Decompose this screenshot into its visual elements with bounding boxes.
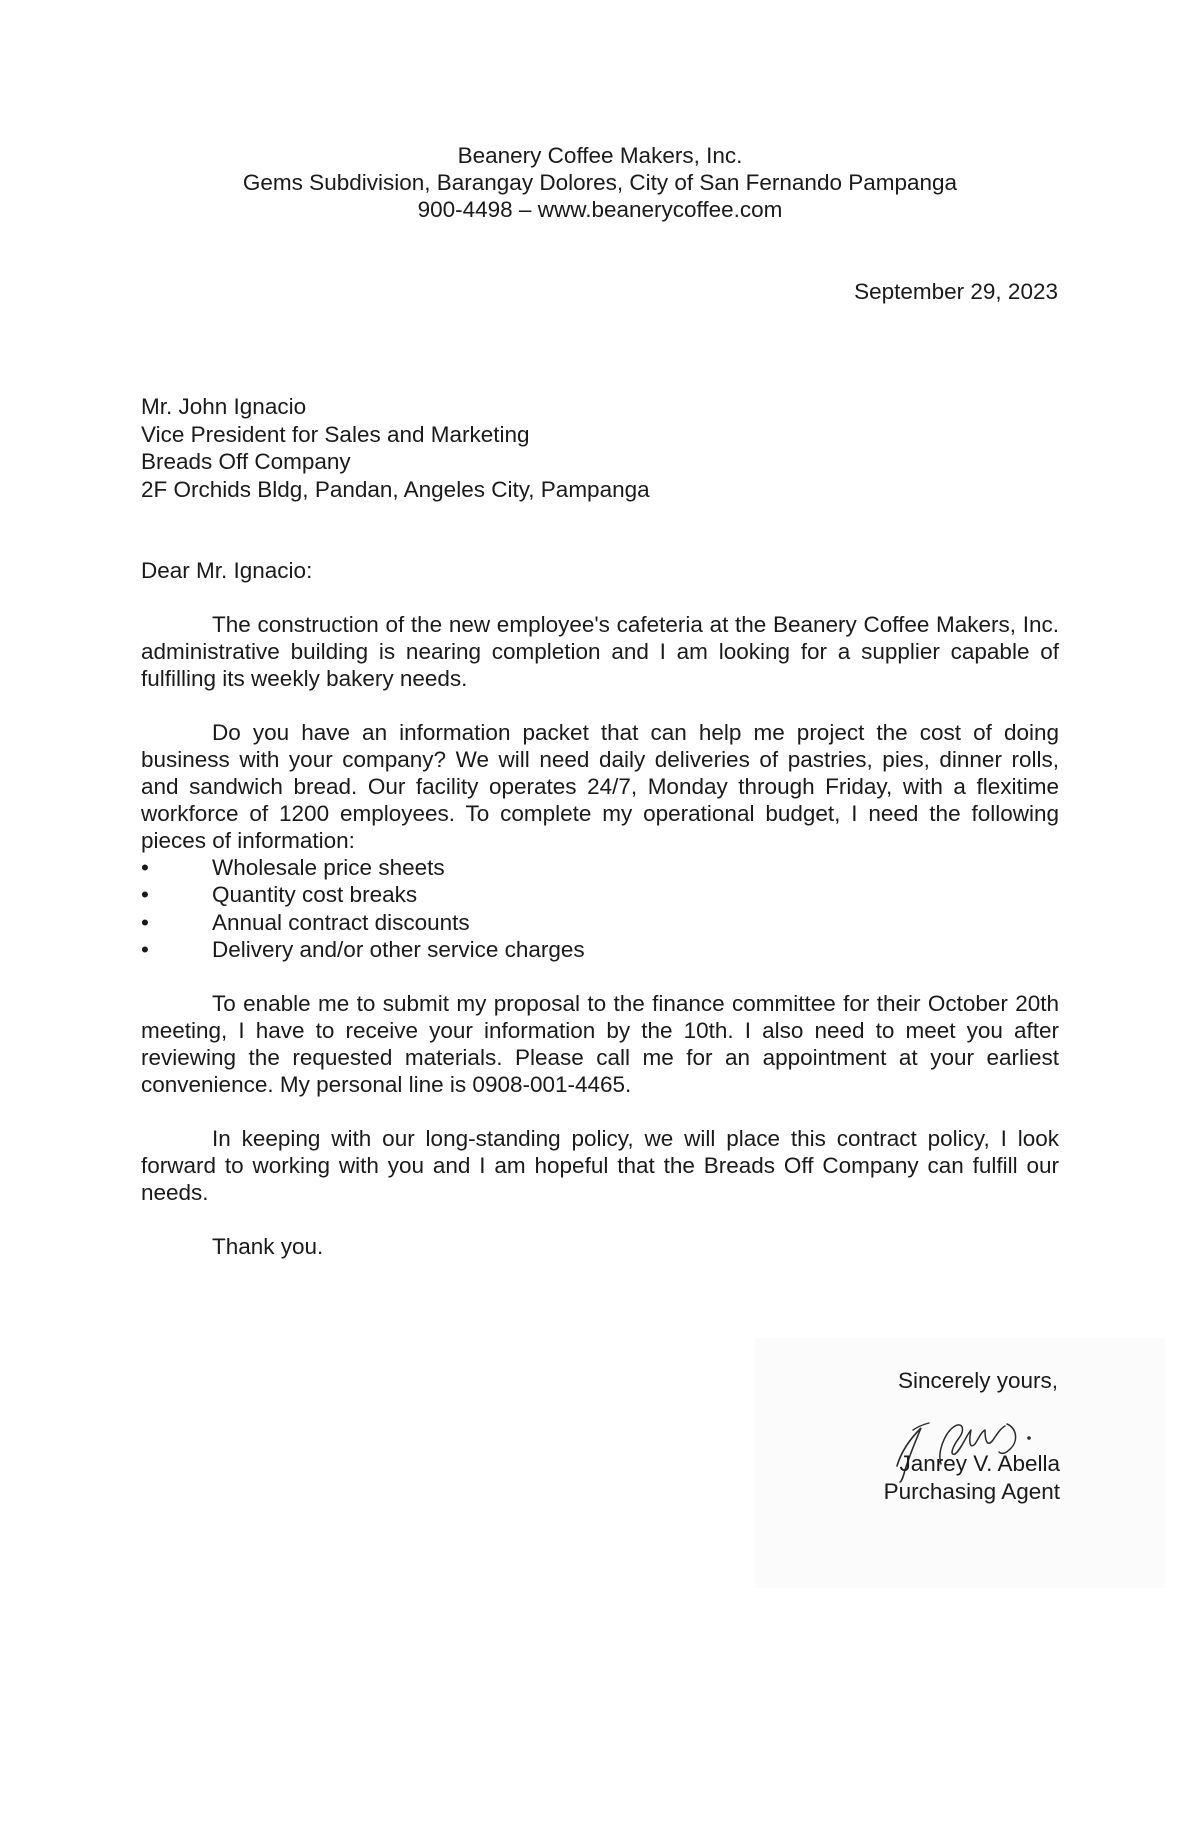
- paragraph-deadline: To enable me to submit my proposal to the finance committee for their October 20th meeting, I have to receive your information by the 10th. I also need to meet you after reviewing the requested materials. Please call me for an appointment at your earliest convenience. My personal line is 0908-001-4465.: [141, 991, 1059, 1098]
- list-item-label: Quantity cost breaks: [212, 882, 418, 908]
- signature-block: [884, 1450, 1060, 1505]
- complimentary-close: Sincerely yours,: [897, 1368, 1058, 1393]
- list-item-label: Wholesale price sheets: [212, 855, 445, 880]
- letter-body: [141, 557, 1059, 1260]
- list-item: [141, 854, 1059, 881]
- recipient-company: Breads Off Company: [141, 449, 351, 474]
- company-name: Beanery Coffee Makers, Inc.: [457, 143, 743, 168]
- salutation: Dear Mr. Ignacio:: [141, 558, 313, 583]
- letterhead: [0, 142, 1200, 223]
- paragraph-intro: The construction of the new employee's cafeteria at the Beanery Coffee Makers, Inc. administrative building is nearing completion and I am looking for a supplier capable of fulfilling its weekly bakery needs.: [141, 612, 1059, 691]
- recipient-title: Vice President for Sales and Marketing: [141, 421, 530, 447]
- company-contact: 900-4498 – www.beanerycoffee.com: [417, 197, 783, 222]
- inside-address: [141, 393, 650, 503]
- signer-position: Purchasing Agent: [883, 1478, 1060, 1504]
- thank-you-line: Thank you.: [212, 1234, 324, 1260]
- bullet-icon: •: [141, 855, 149, 880]
- paragraph-request: Do you have an information packet that can help me project the cost of doing business with your company? We will need daily deliveries of pastries, pies, dinner rolls, and sandwich bread. Our facility operates 24/7, Monday through Friday, with a flexitime workforce of 1200 employees. To complete my operational budget, I need the following pieces of information:: [141, 720, 1059, 853]
- list-item: [141, 936, 1059, 963]
- letter-date: September 29, 2023: [854, 279, 1058, 304]
- recipient-address: 2F Orchids Bldg, Pandan, Angeles City, Pampanga: [141, 476, 650, 502]
- bullet-icon: •: [141, 936, 149, 962]
- bullet-icon: •: [141, 882, 149, 908]
- recipient-name: Mr. John Ignacio: [141, 394, 307, 419]
- list-item: [141, 881, 1059, 908]
- information-list: [141, 854, 1059, 963]
- list-item: [141, 909, 1059, 936]
- signer-name: Janrey V. Abella: [899, 1451, 1060, 1476]
- list-item-label: Delivery and/or other service charges: [212, 936, 585, 962]
- company-address: Gems Subdivision, Barangay Dolores, City of San Fernando Pampanga: [242, 170, 958, 195]
- list-item-label: Annual contract discounts: [212, 909, 470, 935]
- bullet-icon: •: [141, 909, 149, 935]
- paragraph-closing: In keeping with our long-standing policy, we will place this contract policy, I look forward to working with you and I am hopeful that the Breads Off Company can fulfill our needs.: [141, 1126, 1059, 1206]
